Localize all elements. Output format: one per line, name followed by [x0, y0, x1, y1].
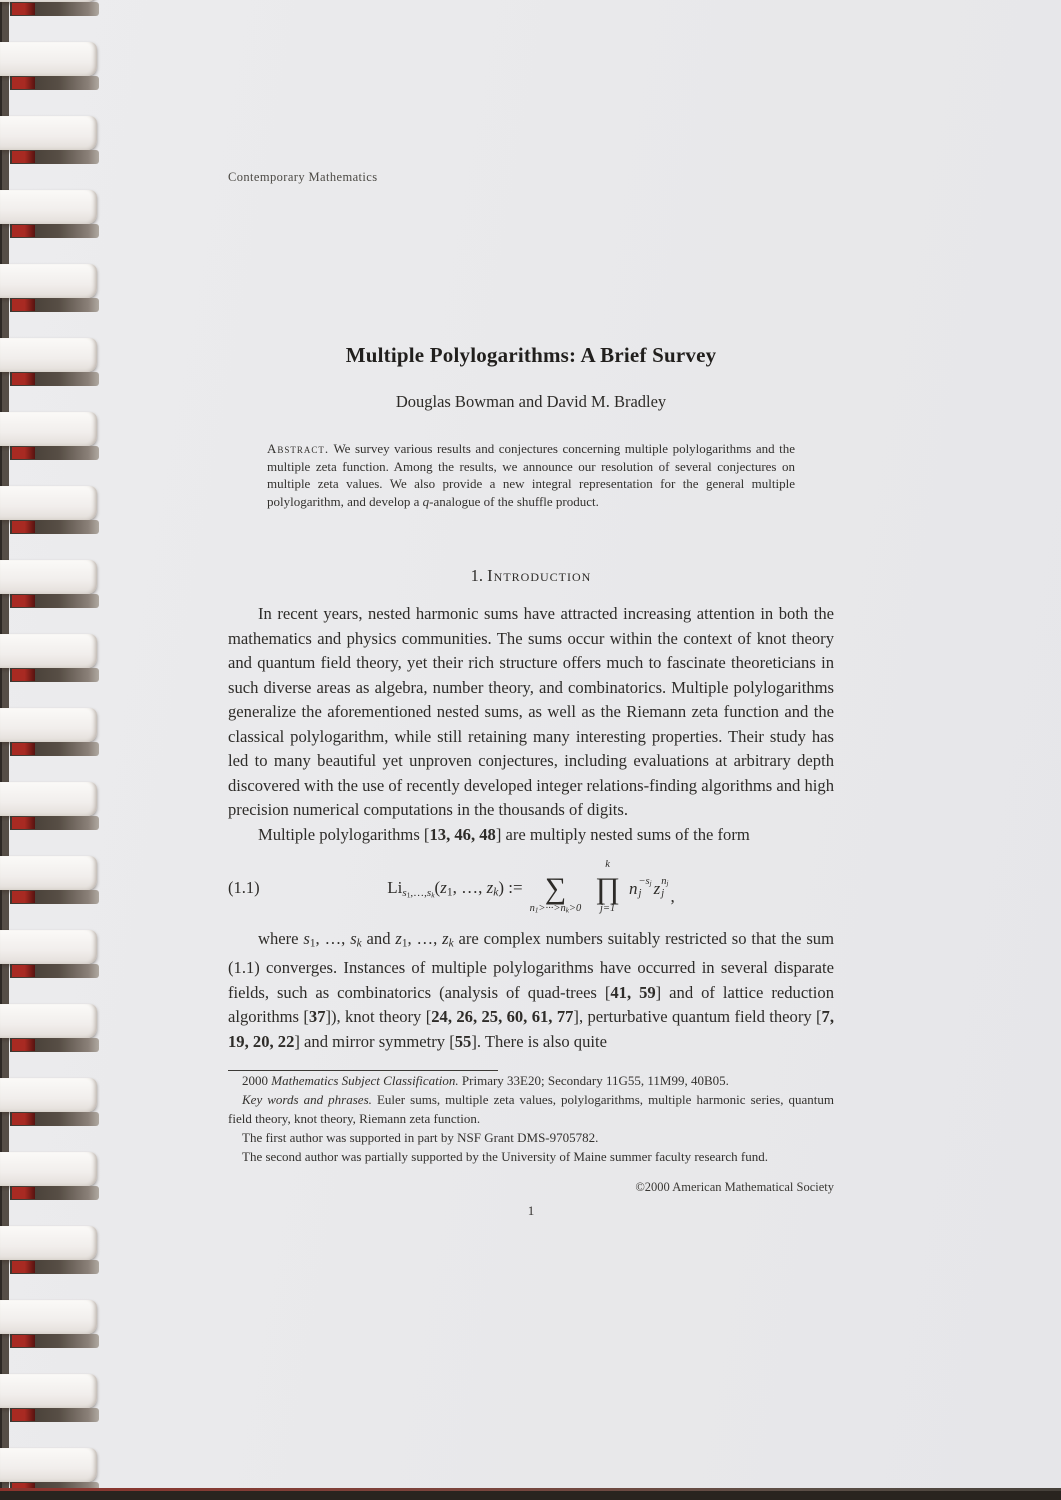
- binding-slot-shadow: [10, 1408, 99, 1422]
- binding-tooth: [0, 486, 97, 520]
- binding-red-mark: [12, 77, 35, 89]
- binding-red-mark: [12, 521, 35, 533]
- binding-tooth: [0, 634, 97, 668]
- paragraph-after-equation: where s1, …, sk and z1, …, zk are complex numbers suitably restricted so that the sum (1.1) converges. Instances of multiple polylogarithms have occurred in several disparate fields, such as combinatorics (analysis of quad-trees [41, 59] and of lattice reduction algorithms [37]), knot theory [24, 26, 25, 60, 61, 77], perturbative quantum field theory [7, 19, 20, 22] and mirror symmetry [55]. There is also quite: [228, 929, 834, 1051]
- binding-red-mark: [12, 595, 35, 607]
- binding-tooth: [0, 1374, 97, 1408]
- sum-operator: [530, 860, 582, 918]
- binding-slot-shadow: [10, 520, 99, 534]
- binding-red-mark: [12, 1409, 35, 1421]
- binding-tooth-unit: [0, 338, 106, 412]
- binding-slot-shadow: [10, 890, 99, 904]
- binding-red-mark: [12, 1335, 35, 1347]
- binding-tooth: [0, 1448, 97, 1482]
- binding-tooth: [0, 42, 97, 76]
- binding-tooth: [0, 264, 97, 298]
- binding-red-mark: [12, 743, 35, 755]
- binding-slot-shadow: [10, 742, 99, 756]
- li-operator: Li: [387, 877, 403, 897]
- binding-tooth-unit: [0, 42, 106, 116]
- equation-comma: ,: [670, 887, 675, 907]
- page-body: [228, 0, 834, 1219]
- product-lower-limit: j=1: [599, 903, 616, 915]
- sigma-symbol: ∑: [544, 871, 567, 905]
- binding-slot-shadow: [10, 372, 99, 386]
- running-header: Contemporary Mathematics: [228, 170, 378, 184]
- product-operator: [595, 860, 620, 918]
- term-z-base: z: [653, 878, 661, 898]
- binding-red-mark: [12, 1039, 35, 1051]
- section-heading: 1. Introduction: [470, 566, 592, 586]
- binding-red-mark: [12, 1261, 35, 1273]
- binding-tooth-unit: [0, 116, 106, 190]
- equation-number: (1.1): [228, 878, 260, 898]
- binding-red-mark: [12, 669, 35, 681]
- binding-slot-shadow: [10, 816, 99, 830]
- binding-tooth-unit: [0, 708, 106, 782]
- binding-slot-shadow: [10, 1260, 99, 1274]
- binding-slot-shadow: [10, 2, 99, 16]
- equation: [228, 853, 834, 923]
- equation-arguments: (z1, …, zk) :=: [434, 877, 523, 899]
- binding-tooth: [0, 560, 97, 594]
- binding-tooth: [0, 1078, 97, 1112]
- binding-tooth: [0, 856, 97, 890]
- binding-tooth: [0, 1004, 97, 1038]
- binding-slot-shadow: [10, 1334, 99, 1348]
- binding-tooth-unit: [0, 1004, 106, 1078]
- term-z-superscript: nj: [661, 875, 669, 888]
- paragraph-equation-lead: Multiple polylogarithms [13, 46, 48] are multiply nested sums of the form: [258, 824, 750, 844]
- binding-slot-shadow: [10, 446, 99, 460]
- binding-red-mark: [12, 3, 35, 15]
- binding-tooth-unit: [0, 264, 106, 338]
- binding-red-mark: [12, 1187, 35, 1199]
- binding-tooth-unit: [0, 0, 106, 42]
- term-z-scripts: [661, 877, 668, 900]
- term-n-scripts: [638, 877, 651, 900]
- product-upper-limit: k: [605, 858, 610, 870]
- binding-red-mark: [12, 373, 35, 385]
- binding-tooth-unit: [0, 930, 106, 1004]
- binding-tooth-unit: [0, 412, 106, 486]
- binding-tooth: [0, 1300, 97, 1334]
- copyright-line: ©2000 American Mathematical Society: [635, 1180, 834, 1195]
- term-n-subscript: j: [638, 888, 642, 900]
- pi-symbol: ∏: [595, 871, 620, 905]
- page-bottom-edge: [0, 1491, 1061, 1500]
- binding-slot-shadow: [10, 298, 99, 312]
- binding-red-mark: [12, 299, 35, 311]
- binding-slot-shadow: [10, 1038, 99, 1052]
- binding-slot-shadow: [10, 1112, 99, 1126]
- term-z: [654, 877, 669, 900]
- binding-tooth-unit: [0, 1152, 106, 1226]
- li-subscript: s1,…,sk: [402, 886, 435, 900]
- binding-tooth-unit: [0, 1226, 106, 1300]
- binding-tooth: [0, 708, 97, 742]
- authors-line: Douglas Bowman and David M. Bradley: [395, 392, 667, 411]
- binding-slot-shadow: [10, 76, 99, 90]
- term-n-base: n: [628, 878, 638, 898]
- binding-tooth: [0, 1152, 97, 1186]
- binding-red-mark: [12, 447, 35, 459]
- binding-red-mark: [12, 891, 35, 903]
- binding-tooth-unit: [0, 1300, 106, 1374]
- binding-tooth-unit: [0, 190, 106, 264]
- binding-tooth: [0, 116, 97, 150]
- binding-red-mark: [12, 151, 35, 163]
- term-n-superscript: −sj: [638, 875, 652, 888]
- binding-tooth: [0, 338, 97, 372]
- binding-tooth-unit: [0, 1078, 106, 1152]
- binding-red-mark: [12, 1113, 35, 1125]
- binding-red-mark: [12, 817, 35, 829]
- footnote-keywords: Key words and phrases. Euler sums, multiple zeta values, polylogarithms, multiple harmonic series, quantum field theory, knot theory, Riemann zeta function.: [228, 1092, 835, 1127]
- binding-slot-shadow: [10, 1186, 99, 1200]
- binding-slot-shadow: [10, 594, 99, 608]
- binding-tooth: [0, 930, 97, 964]
- equation-lhs: [387, 878, 522, 900]
- binding-tooth: [0, 1226, 97, 1260]
- abstract: Abstract. We survey various results and conjectures concerning multiple polylogarithms and the multiple zeta function. Among the results, we announce our resolution of several conjectures on multiple zeta values. We also provide a new integral representation for the general multiple polylogarithm, and develop a q-analogue of the shuffle product.: [267, 441, 795, 509]
- paper-title: Multiple Polylogarithms: A Brief Survey: [345, 343, 717, 367]
- binding-slot-shadow: [10, 150, 99, 164]
- footnote-support-second-author: The second author was partially supported by the University of Maine summer faculty research fund.: [242, 1149, 768, 1165]
- binding-tooth-unit: [0, 782, 106, 856]
- term-n: [629, 877, 652, 900]
- equation-body: [300, 860, 834, 918]
- footnote-msc: 2000 Mathematics Subject Classification. Primary 33E20; Secondary 11G55, 11M99, 40B05.: [242, 1073, 729, 1089]
- binding-red-mark: [12, 225, 35, 237]
- binding-tooth: [0, 190, 97, 224]
- binding-tooth-unit: [0, 856, 106, 930]
- binding-tooth-unit: [0, 1374, 106, 1448]
- spiral-binding: [0, 0, 106, 1500]
- binding-slot-shadow: [10, 668, 99, 682]
- binding-tooth: [0, 412, 97, 446]
- binding-slot-shadow: [10, 964, 99, 978]
- binding-tooth-unit: [0, 634, 106, 708]
- page-number: 1: [527, 1203, 535, 1219]
- paragraph-intro: In recent years, nested harmonic sums have attracted increasing attention in both the mathematics and physics communities. The sums occur within the context of knot theory and quantum field theory, yet their rich structure offers much to fascinate theoreticians in such diverse areas as algebra, number theory, and combinatorics. Multiple polylogarithms generalize the aforementioned nested sums, as well as the Riemann zeta function and the classical polylogarithm, while still retaining many interesting properties. Their study has led to many beautiful yet unproven conjectures, including evaluations at arbitrary depth discovered with the use of recently developed integer relations-finding algorithms and high precision numerical computations in the thousands of digits.: [228, 604, 834, 820]
- binding-tooth: [0, 782, 97, 816]
- term-z-subscript: j: [661, 888, 665, 900]
- binding-tooth-unit: [0, 486, 106, 560]
- binding-red-mark: [12, 965, 35, 977]
- footnote-support-first-author: The first author was supported in part by NSF Grant DMS-9705782.: [242, 1130, 599, 1146]
- binding-tooth-unit: [0, 560, 106, 634]
- binding-slot-shadow: [10, 224, 99, 238]
- sum-lower-limit: n1>···>nk>0: [529, 903, 582, 915]
